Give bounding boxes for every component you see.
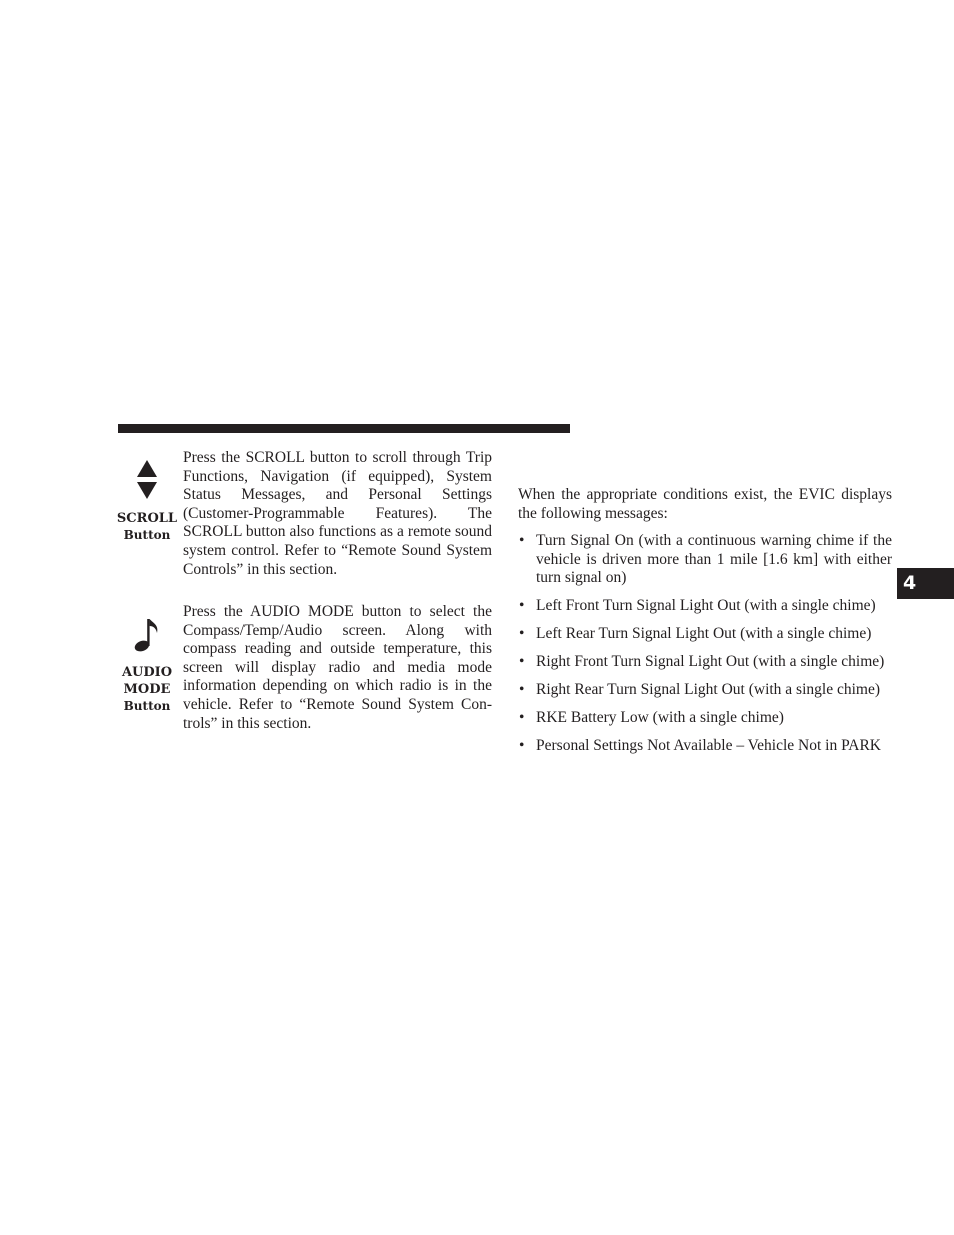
list-item-text: Right Front Turn Signal Light Out (with a single chime) xyxy=(536,653,885,671)
scroll-button-caption: Button xyxy=(123,528,171,542)
chapter-tab: 4 xyxy=(897,568,954,599)
bullet-glyph: • xyxy=(519,737,525,755)
bullet-glyph: • xyxy=(519,653,525,671)
list-item xyxy=(518,737,892,756)
bullet-glyph: • xyxy=(519,709,525,727)
list-item xyxy=(518,709,892,728)
list-item xyxy=(518,597,892,616)
bullet-glyph: • xyxy=(519,625,525,643)
bullet-glyph: • xyxy=(519,597,525,615)
scroll-description: Press the SCROLL button to scroll through Trip Functions, Navigation (if equipped), System Status Messages, and Personal Settings (Customer-Programmable Features). The SCROLL button also functions as a remote sound system control. Refer to “Remote Sound System Controls” in this section. xyxy=(183,449,492,578)
scroll-label: SCROLL xyxy=(116,511,178,526)
list-item-text: Turn Signal On (with a continuous warning chime if the vehicle is driven more than 1 mile [1.6 km] with either turn signal on) xyxy=(536,532,892,587)
list-item-text: Right Rear Turn Signal Light Out (with a single chime) xyxy=(536,681,880,699)
audio-mode-button-graphic xyxy=(110,618,184,715)
audio-mode-description: Press the AUDIO MODE button to select the Compass/Temp/Audio screen. Along with compass reading and outside temperature, this screen will display radio and media mode information depending on which radio is in the vehicle. Refer to “Remote Sound System Con-trols” in this section. xyxy=(183,603,492,732)
list-item-text: Left Front Turn Signal Light Out (with a single chime) xyxy=(536,597,876,615)
mode-label: MODE xyxy=(123,682,171,697)
evic-message-list xyxy=(518,532,892,765)
list-item xyxy=(518,681,892,700)
list-item-text: Left Rear Turn Signal Light Out (with a single chime) xyxy=(536,625,872,643)
bullet-glyph: • xyxy=(519,681,525,699)
bullet-glyph: • xyxy=(519,532,525,549)
list-item-text: Personal Settings Not Available – Vehicle Not in PARK xyxy=(536,737,882,755)
section-divider-rule xyxy=(118,424,570,433)
music-note-icon xyxy=(134,618,160,652)
audio-label: AUDIO xyxy=(121,665,173,680)
list-item-text: RKE Battery Low (with a single chime) xyxy=(536,709,784,727)
list-item xyxy=(518,532,892,588)
evic-intro: When the appropriate conditions exist, the EVIC displays the following messages: xyxy=(518,486,892,522)
audio-mode-button-caption: Button xyxy=(123,699,171,713)
scroll-button-graphic xyxy=(110,460,184,544)
list-item xyxy=(518,625,892,644)
scroll-arrows-icon xyxy=(136,460,158,500)
list-item xyxy=(518,653,892,672)
